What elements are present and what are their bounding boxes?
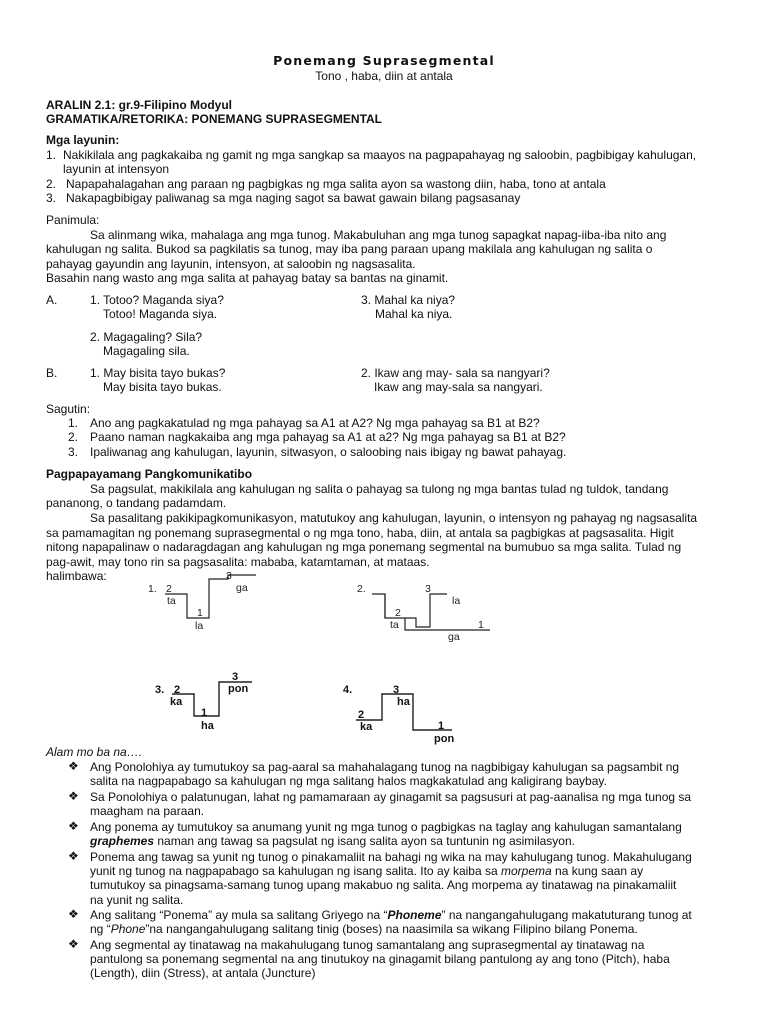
diagram-2-level-la: 3	[425, 583, 431, 595]
diagram-1-level-la: 1	[197, 607, 203, 619]
layunin-num-2: 2.	[46, 177, 57, 191]
diagram-3-syl-ka: ka	[170, 696, 183, 708]
alam-b4-line-4: na yunit ng salita.	[90, 893, 184, 907]
exercise-a1-q: 1. Totoo? Maganda siya?	[90, 293, 224, 307]
term-phoneme: Phoneme	[387, 908, 442, 922]
bullet-icon: ❖	[68, 759, 79, 773]
diagram-1-syl-ga: ga	[236, 582, 248, 594]
bullet-icon: ❖	[68, 849, 79, 863]
exercise-b2-q: 2. Ikaw ang may- sala sa nangyari?	[361, 366, 550, 380]
pagpapahayag-p2-line-2: sa pamamagitan ng ponemang suprasegmental o ng mga tono, haba, diin, at antala sa pagbigkas at pagsasalita. Higit	[46, 526, 674, 540]
bullet-icon: ❖	[68, 937, 79, 951]
layunin-item-3: Nakapagbibigay paliwanag sa mga naging sagot sa bawat gawain bilang pagsasanay	[66, 191, 521, 205]
panimula-line-4: Basahin nang wasto ang mga salita at pahayag batay sa bantas na ginamit.	[46, 271, 449, 285]
sagutin-num-2: 2.	[68, 430, 79, 444]
diagram-4-level-pon: 1	[438, 720, 445, 732]
sagutin-heading: Sagutin:	[46, 402, 91, 416]
layunin-item-2: Napapahalagahan ang paraan ng pagbigkas ng mga salita ayon sa wastong diin, haba, tono at antala	[66, 177, 606, 191]
sagutin-num-1: 1.	[68, 416, 79, 430]
layunin-num-1: 1.	[46, 148, 57, 162]
alam-b1-line-1: Ang Ponolohiya ay tumutukoy sa pag-aaral sa mahahalagang tunog na nagbibigay kahulugan sa pagsambit ng	[90, 760, 680, 774]
diagram-2-level-2: 2	[395, 607, 401, 619]
panimula-line-1: Sa alinmang wika, mahalaga ang mga tunog. Makabuluhan ang mga tunog sapagkat napag-iiba-iba nito ang	[90, 228, 667, 242]
diagram-1-syl-la: la	[195, 620, 204, 632]
pagpapahayag-p1-line-2: pananong, o tandang padamdam.	[46, 496, 227, 510]
layunin-item-1-cont: layunin at intensyon	[63, 162, 170, 176]
alam-b2-line-2: maagham na paraan.	[90, 804, 205, 818]
diagram-2-syl-ta: ta	[390, 619, 399, 631]
alam-b6-line-2: pantulong sa ponemang segmental na ang tinutukoy na ginagamit bilang pantulong ay ang tono (Pitch), haba	[90, 952, 670, 966]
alam-b6-line-3: (Length), diin (Stress), at antala (Juncture)	[90, 966, 316, 980]
exercise-a1-a: Totoo! Maganda siya.	[103, 307, 218, 321]
diagram-2-contour-part	[372, 594, 447, 627]
exercise-a3-a: Mahal ka niya.	[375, 307, 453, 321]
diagram-4-syl-pon: pon	[434, 733, 455, 745]
bullet-icon: ❖	[68, 789, 79, 803]
exercise-a2-a: Magagaling sila.	[103, 344, 190, 358]
bullet-icon: ❖	[68, 907, 79, 921]
diagram-3-syl-ha: ha	[201, 720, 214, 732]
alam-b5-line-2a: ng “	[90, 922, 111, 936]
sagutin-num-3: 3.	[68, 445, 79, 459]
alam-b4-line-2a: yunit ng tunog na nagpapabago sa kahulugan ng isang salita. Ito ay kaiba sa	[90, 864, 498, 878]
exercise-a2-q: 2. Magagaling? Sila?	[90, 330, 203, 344]
pagpapahayag-p2-line-4: pag-awit, may tono rin sa pagsasalita: mababa, katamtaman, at mataas.	[46, 555, 430, 569]
diagram-3-num: 3.	[155, 684, 165, 696]
term-phone: Phone	[110, 922, 146, 936]
alam-b4-line-1: Ponema ang tawag sa yunit ng tunog o pinakamaliit na bahagi ng wika na may kahulugang tunog. Makahulugang	[90, 850, 692, 864]
exercise-a-letter: A.	[46, 293, 58, 307]
alam-b4-line-2	[90, 864, 643, 878]
diagram-4-syl-ha: ha	[397, 696, 410, 708]
layunin-num-3: 3.	[46, 191, 57, 205]
page-title: Ponemang Suprasegmental	[273, 53, 495, 68]
diagram-1-level-ta: 2	[166, 583, 172, 595]
panimula-line-2: kahulugan ng salita. Bukod sa pagkilatis sa tunog, may iba pang paraan upang makilala ang kahulugan ng salita o	[46, 242, 653, 256]
exercise-a3-q: 3. Mahal ka niya?	[361, 293, 456, 307]
bullet-icon: ❖	[68, 819, 79, 833]
pagpapahayag-heading: Pagpapayamang Pangkomunikatibo	[46, 467, 253, 481]
exercise-b2-a: Ikaw ang may-sala sa nangyari.	[374, 380, 543, 394]
alam-b5-line-1b: ” na nangangahulugang makatuturang tunog at	[441, 908, 692, 922]
sagutin-item-3: Ipaliwanag ang kahulugan, layunin, sitwasyon, o saloobing nais ibigay ng bawat pahayag.	[90, 445, 567, 459]
diagram-2-syl-la: la	[452, 595, 461, 607]
pagpapahayag-p2-line-3: nitong napapalinaw o nadaragdagan ang kahulugan ng mga ponemang segmental na bumubuo sa mga salita. Tulad ng	[46, 540, 682, 554]
pagpapahayag-p1-line-1: Sa pagsulat, makikilala ang kahulugan ng salita o pahayag sa tulong ng mga bantas tulad ng tuldok, tandang	[90, 482, 669, 496]
diagram-4-syl-ka: ka	[360, 721, 373, 733]
diagram-3-level-pon: 3	[232, 671, 239, 683]
diagram-2-num: 2.	[357, 583, 366, 595]
pagpapahayag-p2-line-1: Sa pasalitang pakikipagkomunikasyon, matutukoy ang kahulugan, layunin, o intensyon ng pahayag ng nagsasalita	[90, 511, 698, 525]
alam-b5-line-1	[90, 908, 692, 922]
alam-b4-line-2b: na kung saan ay	[555, 864, 644, 878]
diagram-1-syl-ta: ta	[167, 595, 176, 607]
layunin-item-1: Nakikilala ang pagkakaiba ng gamit ng mga sangkap sa maayos na pagpapahayag ng saloobin, pagbibigay kahulugan,	[63, 148, 697, 162]
diagram-3-level-ha: 1	[201, 707, 208, 719]
diagram-1-level-ga: 3	[226, 570, 232, 582]
alam-b5-line-1a: Ang salitang “Ponema” ay mula sa salitang Griyego na “	[90, 908, 388, 922]
alam-b5-line-2b: ”na nangangahulugang salitang tinig (boses) na naasimila sa wikang Filipino bilang Ponema.	[145, 922, 638, 936]
diagram-2-level-ga: 1	[478, 619, 484, 631]
sagutin-item-1: Ano ang pagkakatulad ng mga pahayag sa A1 at A2? Ng mga pahayag sa B1 at B2?	[90, 416, 540, 430]
diagram-2-syl-ga: ga	[448, 631, 460, 643]
alam-b6-line-1: Ang segmental ay tinatawag na makahulugang tunog samantalang ang suprasegmental ay tinatawag na	[90, 938, 645, 952]
halimbawa-label: halimbawa:	[46, 569, 107, 583]
exercise-b-letter: B.	[46, 366, 58, 380]
alam-b4-line-3: tumutukoy sa pinagsama-samang tunog upang makabuo ng salita. Ang morpema ay tinatawag na pinakamaliit	[90, 878, 677, 892]
exercise-b1-q: 1. May bisita tayo bukas?	[90, 366, 226, 380]
term-graphemes: graphemes	[90, 834, 155, 848]
layunin-heading: Mga layunin:	[46, 133, 120, 147]
diagram-4-num: 4.	[343, 684, 353, 696]
diagram-4-contour	[356, 694, 452, 730]
alam-b3-line-2-text: naman ang tawag sa pagsulat ng isang salita ayon sa tuntunin ng asimilasyon.	[157, 834, 575, 848]
alam-b2-line-1: Sa Ponolohiya o palatunugan, lahat ng pamamaraan ay ginagamit sa pagsusuri at pag-aanalisa ng mga tunog sa	[90, 790, 692, 804]
alam-b5-line-2	[90, 922, 638, 936]
diagram-3-level-ka: 2	[174, 684, 181, 696]
diagram-4-level-ha: 3	[393, 684, 400, 696]
sagutin-item-2: Paano naman nagkakaiba ang mga pahayag sa A1 at a2? Ng mga pahayag sa B1 at B2?	[90, 430, 566, 444]
alam-heading: Alam mo ba na….	[46, 745, 143, 759]
aralin-heading: ARALIN 2.1: gr.9-Filipino Modyul	[46, 98, 232, 112]
diagram-3-syl-pon: pon	[228, 683, 249, 695]
alam-b1-line-2: salita na nagpapabago sa kahulugan ng mga salitang halos magkakatulad ang kaligirang baybay.	[90, 774, 607, 788]
page-subtitle: Tono , haba, diin at antala	[315, 69, 453, 83]
diagram-4-level-ka: 2	[358, 709, 365, 721]
diagram-1-contour	[165, 575, 256, 618]
term-morpema: morpema	[501, 864, 552, 878]
panimula-line-3: pahayag gayundin ang layunin, intensyon, at saloobin ng nagsasalita.	[46, 257, 416, 271]
gramatika-heading: GRAMATIKA/RETORIKA: PONEMANG SUPRASEGMENTAL	[46, 112, 382, 126]
diagram-1-num: 1.	[148, 583, 157, 595]
diagram-2-low-line	[405, 618, 490, 630]
alam-b3-line-1: Ang ponema ay tumutukoy sa anumang yunit ng mga tunog o pagbigkas na taglay ang kahulugan samantalang	[90, 820, 682, 834]
alam-b3-line-2	[90, 834, 575, 848]
diagram-3-contour	[172, 682, 252, 716]
exercise-b1-a: May bisita tayo bukas.	[103, 380, 222, 394]
panimula-heading: Panimula:	[46, 213, 100, 227]
